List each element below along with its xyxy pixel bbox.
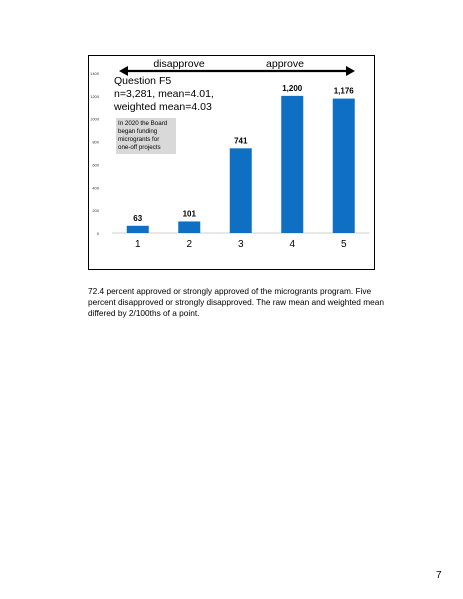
data-label: 1,200 bbox=[282, 83, 303, 93]
data-label: 741 bbox=[234, 136, 248, 146]
y-tick-label: 400 bbox=[92, 185, 99, 191]
bar-chart bbox=[89, 56, 376, 271]
category-label: 3 bbox=[237, 239, 244, 250]
category-label: 2 bbox=[186, 239, 193, 250]
category-label: 5 bbox=[340, 239, 347, 250]
note-text-line: In 2020 the Board bbox=[118, 120, 168, 127]
category-label: 4 bbox=[289, 239, 296, 250]
page-number: 7 bbox=[436, 570, 442, 581]
caption-text: 72.4 percent approved or strongly approved of the microgrants program. Five percent disapproved or strongly disapproved. The raw mean and weighted mean differed by 2/100ths of a point. bbox=[88, 286, 384, 318]
y-tick-label: 200 bbox=[92, 208, 99, 214]
bar bbox=[127, 226, 149, 233]
scale-label-disapprove: disapprove bbox=[153, 58, 205, 70]
bar bbox=[333, 99, 355, 233]
y-tick-label: 1400 bbox=[90, 71, 99, 76]
slide-frame bbox=[88, 55, 375, 270]
data-label: 1,176 bbox=[333, 86, 354, 96]
note-text-line: one-off projects bbox=[118, 144, 161, 151]
y-tick-label: 0 bbox=[96, 231, 99, 236]
note-text-line: microgrants for bbox=[118, 136, 160, 143]
y-tick-label: 600 bbox=[92, 162, 99, 168]
scale-label-approve: approve bbox=[266, 58, 304, 70]
category-label: 1 bbox=[134, 239, 141, 250]
bar bbox=[178, 221, 200, 233]
chart-title-line: weighted mean=4.03 bbox=[114, 101, 212, 113]
bar bbox=[230, 148, 252, 233]
y-tick-label: 1000 bbox=[90, 116, 99, 122]
data-label: 63 bbox=[133, 213, 143, 223]
scale-arrow-right-head bbox=[346, 66, 355, 76]
chart-title-line: Question F5 bbox=[114, 75, 172, 87]
note-text-line: began funding bbox=[118, 128, 158, 135]
bar bbox=[281, 96, 303, 233]
y-tick-label: 800 bbox=[92, 139, 99, 145]
y-tick-label: 1200 bbox=[90, 93, 99, 99]
data-label: 101 bbox=[182, 209, 196, 219]
chart-title-line: n=3,281, mean=4.01, bbox=[114, 88, 214, 100]
